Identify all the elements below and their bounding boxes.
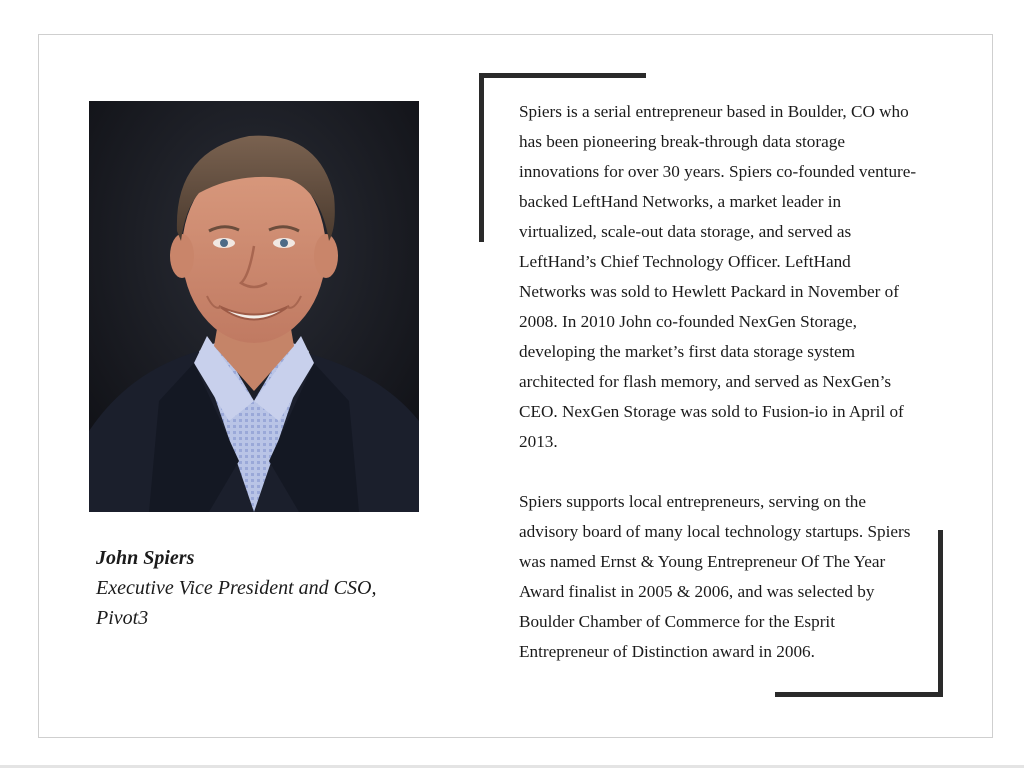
person-title-line1: Executive Vice President and CSO, xyxy=(96,577,377,599)
portrait-photo xyxy=(89,101,419,512)
bio-text xyxy=(519,97,919,667)
portrait-image xyxy=(89,101,419,512)
person-title-line2: Pivot3 xyxy=(96,607,149,629)
top-bracket-vertical xyxy=(479,73,484,242)
person-name: John Spiers xyxy=(96,547,195,569)
bio-paragraph-1: Spiers is a serial entrepreneur based in Boulder, CO who has been pioneering break-through data storage innovations for over 30 years. Spiers co-founded venture-backed LeftHand Networks, a market leader in virtualized, scale-out data storage, and served as LeftHand’s Chief Technology Officer. LeftHand Networks was sold to Hewlett Packard in November of 2008. In 2010 John co-founded NexGen Storage, developing the market’s first data storage system architected for flash memory, and served as NexGen’s CEO. NexGen Storage was sold to Fusion-io in April of 2013. xyxy=(519,102,917,451)
top-bracket-horizontal xyxy=(479,73,646,78)
bio-paragraph-2: Spiers supports local entrepreneurs, serving on the advisory board of many local technology startups. Spiers was named Ernst & Young Entrepreneur Of The Year Award finalist in 2005 & 2006, and was selected by Boulder Chamber of Commerce for the Esprit Entrepreneur of Distinction award in 2006. xyxy=(519,492,911,661)
profile-caption xyxy=(96,543,426,633)
bottom-bracket-horizontal xyxy=(775,692,943,697)
bottom-bracket-vertical xyxy=(938,530,943,697)
